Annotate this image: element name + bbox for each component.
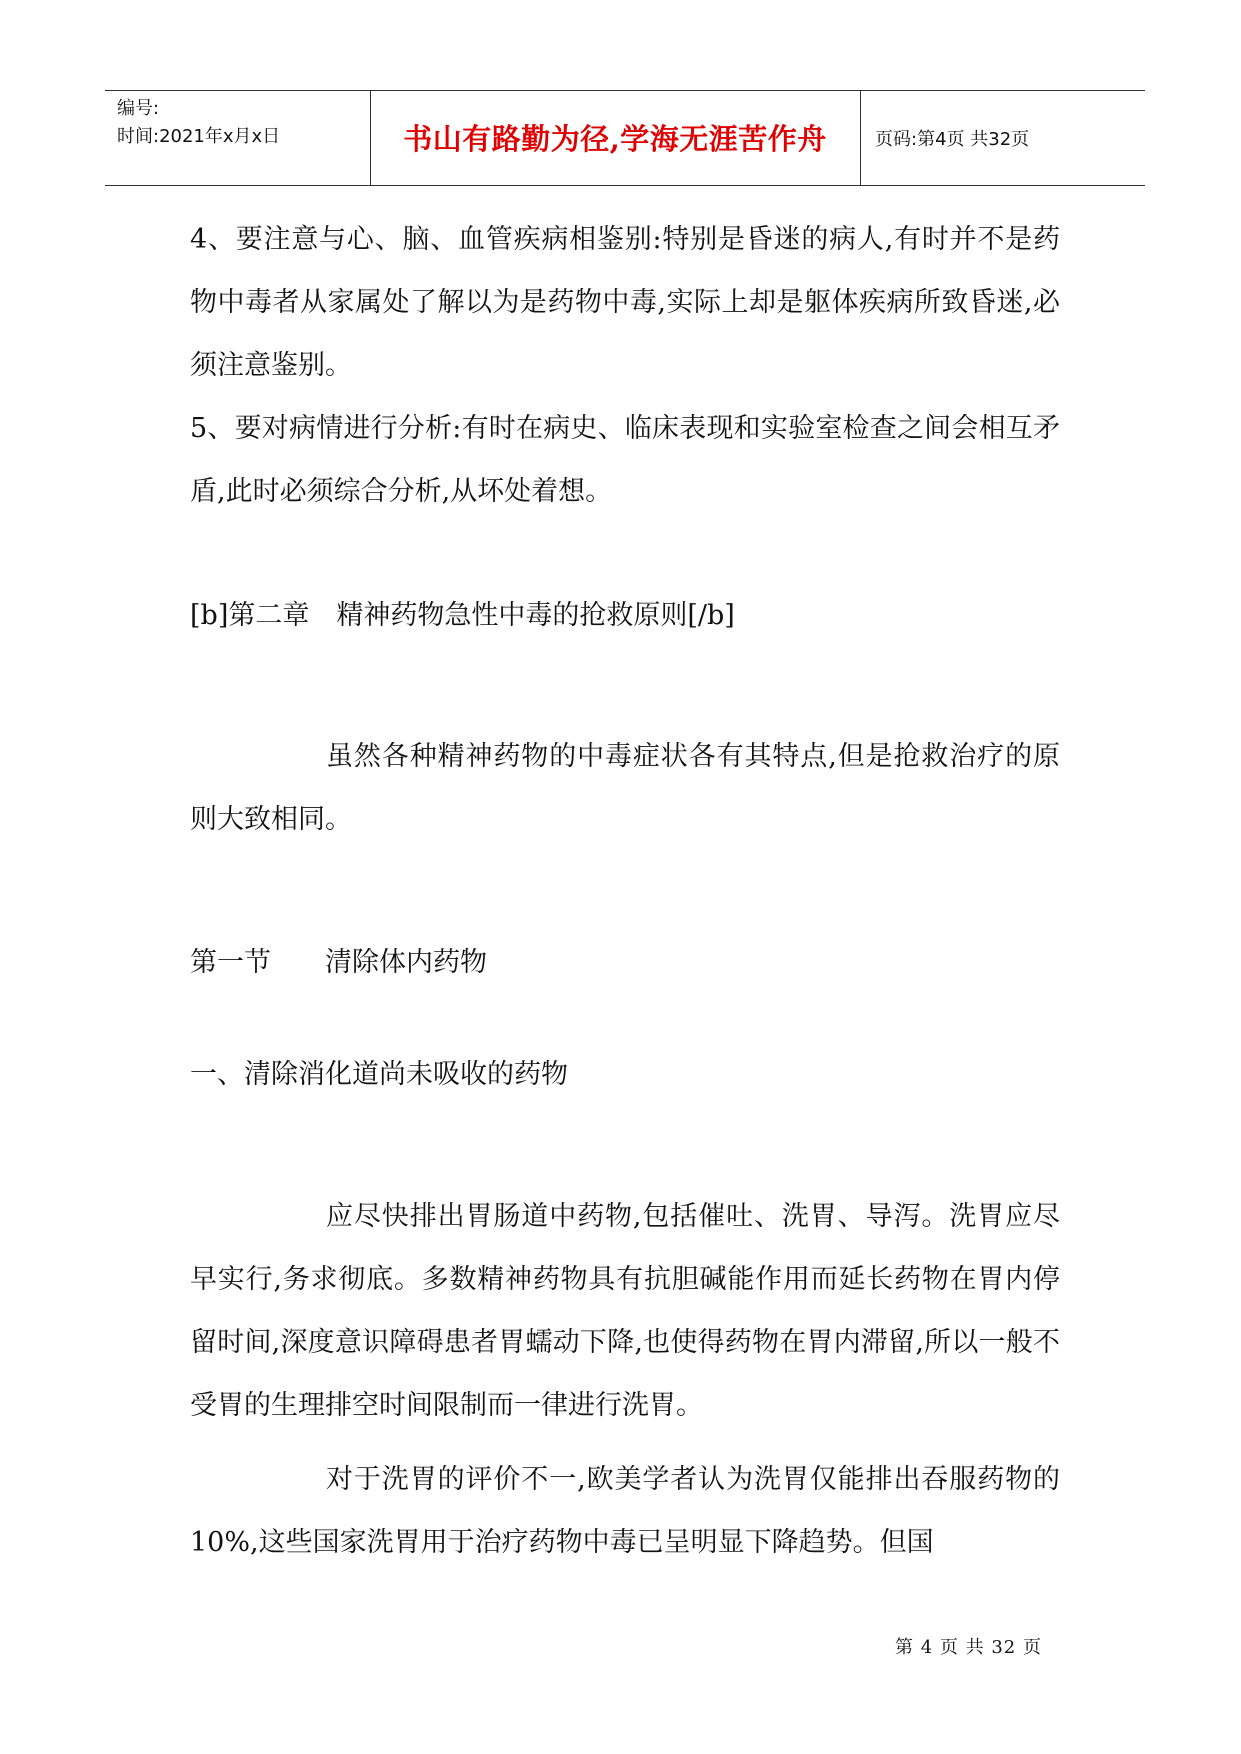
header-divider	[860, 91, 861, 185]
chapter-heading: [b]第二章 精神药物急性中毒的抢救原则[/b]	[190, 600, 735, 631]
document-number-label: 编号:	[117, 98, 160, 119]
paragraph-differential-diagnosis: 4、要注意与心、脑、血管疾病相鉴别:特别是昏迷的病人,有时并不是药物中毒者从家属处了解以为是药物中毒,实际上却是躯体疾病所致昏迷,必须注意鉴别。	[190, 224, 1060, 381]
paragraph-lavage-evaluation: 对于洗胃的评价不一,欧美学者认为洗胃仅能排出吞服药物的10%,这些国家洗胃用于治疗药物中毒已呈明显下降趋势。但国	[190, 1464, 1060, 1558]
header-meta	[117, 95, 280, 151]
page-footer: 第 4 页 共 32 页	[895, 1637, 1042, 1658]
page-header	[105, 90, 1145, 186]
subsection-heading: 一、清除消化道尚未吸收的药物	[190, 1059, 568, 1090]
paragraph-condition-analysis: 5、要对病情进行分析:有时在病史、临床表现和实验室检查之间会相互矛盾,此时必须综合分析,从坏处着想。	[190, 413, 1060, 507]
section-heading: 第一节 清除体内药物	[190, 947, 487, 978]
paragraph-gastric-lavage: 应尽快排出胃肠道中药物,包括催吐、洗胃、导泻。洗胃应尽早实行,务求彻底。多数精神药物具有抗胆碱能作用而延长药物在胃内停留时间,深度意识障碍患者胃蠕动下降,也使得药物在胃内滞留,所以一般不受胃的生理排空时间限制而一律进行洗胃。	[190, 1201, 1060, 1421]
document-time-label: 时间:2021年x月x日	[117, 126, 281, 147]
paragraph-rescue-principles: 虽然各种精神药物的中毒症状各有其特点,但是抢救治疗的原则大致相同。	[190, 741, 1060, 835]
header-motto: 书山有路勤为径,学海无涯苦作舟	[403, 122, 827, 156]
header-page-number: 页码:第4页 共32页	[875, 129, 1030, 150]
